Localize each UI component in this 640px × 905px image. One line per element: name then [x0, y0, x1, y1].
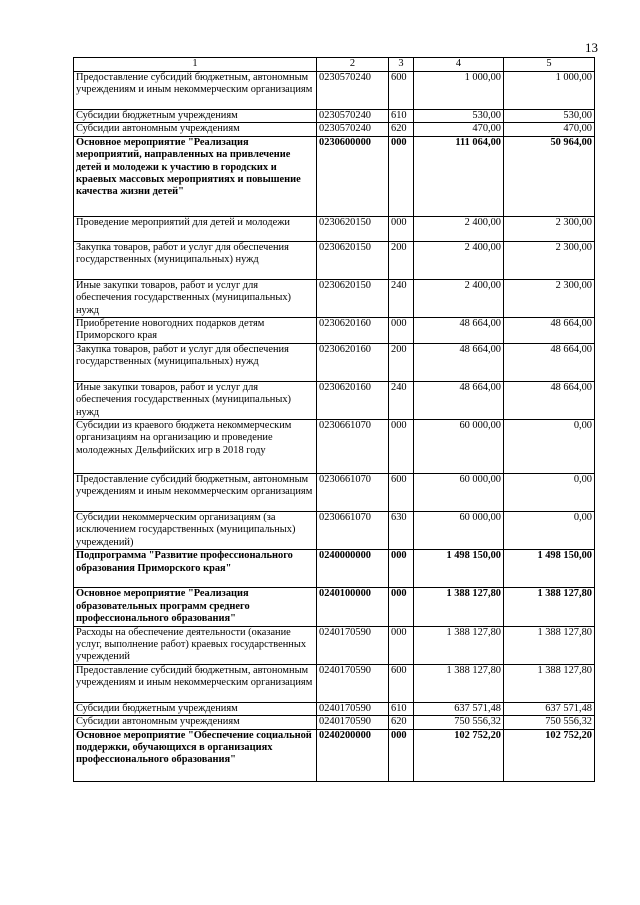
row-value-2: 48 664,00: [504, 318, 595, 344]
row-name: Основное мероприятие "Реализация образовательных программ среднего профессионального образования": [74, 588, 317, 626]
table-row: [74, 72, 595, 110]
budget-table: [73, 57, 595, 782]
row-name: Субсидии бюджетным учреждениям: [74, 110, 317, 123]
row-code: 0230620150: [317, 216, 389, 241]
row-name: Иные закупки товаров, работ и услуг для обеспечения государственных (муниципальных) нужд: [74, 279, 317, 317]
row-type: 000: [389, 216, 414, 241]
row-code: 0240170590: [317, 626, 389, 664]
row-type: 610: [389, 702, 414, 715]
row-value-1: 1 388 127,80: [414, 664, 504, 702]
row-name: Предоставление субсидий бюджетным, автономным учреждениям и иным некоммерческим организациям: [74, 474, 317, 512]
row-name: Субсидии автономным учреждениям: [74, 123, 317, 136]
row-type: 620: [389, 123, 414, 136]
table-row: [74, 123, 595, 136]
header-col-5: 5: [504, 58, 595, 72]
row-value-1: 2 400,00: [414, 241, 504, 279]
table-body: [74, 72, 595, 782]
row-type: 600: [389, 72, 414, 110]
row-value-1: 637 571,48: [414, 702, 504, 715]
row-code: 0230661070: [317, 474, 389, 512]
row-value-2: 48 664,00: [504, 343, 595, 381]
row-value-1: 48 664,00: [414, 318, 504, 344]
row-type: 240: [389, 381, 414, 419]
row-value-2: 102 752,20: [504, 729, 595, 781]
row-value-1: 1 498 150,00: [414, 550, 504, 588]
row-name: Субсидии автономным учреждениям: [74, 716, 317, 729]
row-code: 0230570240: [317, 110, 389, 123]
row-type: 000: [389, 318, 414, 344]
row-value-2: 2 300,00: [504, 279, 595, 317]
row-value-1: 60 000,00: [414, 512, 504, 550]
table-row: [74, 664, 595, 702]
row-value-1: 48 664,00: [414, 343, 504, 381]
row-code: 0230620160: [317, 343, 389, 381]
header-row: [74, 58, 595, 72]
row-code: 0230570240: [317, 72, 389, 110]
table-row: [74, 279, 595, 317]
row-type: 200: [389, 343, 414, 381]
row-value-2: 530,00: [504, 110, 595, 123]
table-row: [74, 550, 595, 588]
row-type: 000: [389, 420, 414, 474]
row-code: 0230620150: [317, 279, 389, 317]
row-type: 600: [389, 664, 414, 702]
table-row: [74, 729, 595, 781]
header-col-3: 3: [389, 58, 414, 72]
row-value-1: 1 388 127,80: [414, 588, 504, 626]
row-code: 0240200000: [317, 729, 389, 781]
row-name: Основное мероприятие "Обеспечение социальной поддержки, обучающихся в организациях профессионального образования": [74, 729, 317, 781]
table-row: [74, 241, 595, 279]
row-value-2: 0,00: [504, 474, 595, 512]
table-row: [74, 626, 595, 664]
row-value-1: 2 400,00: [414, 216, 504, 241]
row-code: 0230600000: [317, 136, 389, 216]
table-row: [74, 716, 595, 729]
row-type: 600: [389, 474, 414, 512]
table-row: [74, 216, 595, 241]
row-value-1: 530,00: [414, 110, 504, 123]
header-col-1: 1: [74, 58, 317, 72]
table-row: [74, 702, 595, 715]
row-name: Подпрограмма "Развитие профессионального образования Приморского края": [74, 550, 317, 588]
row-code: 0240170590: [317, 664, 389, 702]
row-code: 0240000000: [317, 550, 389, 588]
row-name: Субсидии бюджетным учреждениям: [74, 702, 317, 715]
row-value-2: 750 556,32: [504, 716, 595, 729]
row-name: Закупка товаров, работ и услуг для обеспечения государственных (муниципальных) нужд: [74, 343, 317, 381]
row-code: 0230620160: [317, 318, 389, 344]
row-code: 0230661070: [317, 512, 389, 550]
row-name: Закупка товаров, работ и услуг для обеспечения государственных (муниципальных) нужд: [74, 241, 317, 279]
row-value-1: 1 000,00: [414, 72, 504, 110]
row-code: 0240170590: [317, 702, 389, 715]
row-type: 000: [389, 729, 414, 781]
row-value-2: 470,00: [504, 123, 595, 136]
row-name: Субсидии некоммерческим организациям (за исключением государственных (муниципальных) учреждений): [74, 512, 317, 550]
row-name: Проведение мероприятий для детей и молодежи: [74, 216, 317, 241]
row-name: Предоставление субсидий бюджетным, автономным учреждениям и иным некоммерческим организациям: [74, 72, 317, 110]
row-value-1: 2 400,00: [414, 279, 504, 317]
row-code: 0230570240: [317, 123, 389, 136]
row-value-1: 102 752,20: [414, 729, 504, 781]
row-name: Приобретение новогодних подарков детям Приморского края: [74, 318, 317, 344]
row-name: Основное мероприятие "Реализация мероприятий, направленных на привлечение детей и молодежи к участию в городских и краевых массовых мероприятиях и повышение качества жизни детей": [74, 136, 317, 216]
table-row: [74, 318, 595, 344]
row-value-2: 1 388 127,80: [504, 664, 595, 702]
row-type: 240: [389, 279, 414, 317]
row-type: 620: [389, 716, 414, 729]
table-row: [74, 136, 595, 216]
row-name: Предоставление субсидий бюджетным, автономным учреждениям и иным некоммерческим организациям: [74, 664, 317, 702]
row-code: 0230620150: [317, 241, 389, 279]
row-type: 000: [389, 550, 414, 588]
row-code: 0230661070: [317, 420, 389, 474]
row-type: 200: [389, 241, 414, 279]
row-code: 0240170590: [317, 716, 389, 729]
row-value-2: 1 388 127,80: [504, 626, 595, 664]
table-row: [74, 110, 595, 123]
row-value-1: 111 064,00: [414, 136, 504, 216]
row-type: 000: [389, 136, 414, 216]
header-col-2: 2: [317, 58, 389, 72]
row-name: Иные закупки товаров, работ и услуг для обеспечения государственных (муниципальных) нужд: [74, 381, 317, 419]
row-value-2: 2 300,00: [504, 216, 595, 241]
table-row: [74, 381, 595, 419]
row-value-2: 637 571,48: [504, 702, 595, 715]
row-value-2: 1 388 127,80: [504, 588, 595, 626]
row-value-2: 0,00: [504, 420, 595, 474]
row-value-1: 1 388 127,80: [414, 626, 504, 664]
row-name: Субсидии из краевого бюджета некоммерческим организациям на организацию и проведение молодежных Дельфийских игр в 2018 году: [74, 420, 317, 474]
row-name: Расходы на обеспечение деятельности (оказание услуг, выполнение работ) краевых государственных учреждений: [74, 626, 317, 664]
table-row: [74, 420, 595, 474]
row-value-2: 0,00: [504, 512, 595, 550]
page-number: 13: [585, 40, 598, 55]
row-value-1: 60 000,00: [414, 420, 504, 474]
row-value-2: 1 498 150,00: [504, 550, 595, 588]
row-value-2: 2 300,00: [504, 241, 595, 279]
row-value-2: 48 664,00: [504, 381, 595, 419]
row-type: 000: [389, 626, 414, 664]
row-type: 000: [389, 588, 414, 626]
table-row: [74, 588, 595, 626]
row-value-1: 48 664,00: [414, 381, 504, 419]
table-row: [74, 474, 595, 512]
row-type: 610: [389, 110, 414, 123]
row-value-2: 1 000,00: [504, 72, 595, 110]
header-col-4: 4: [414, 58, 504, 72]
row-code: 0230620160: [317, 381, 389, 419]
row-value-2: 50 964,00: [504, 136, 595, 216]
row-value-1: 470,00: [414, 123, 504, 136]
table-row: [74, 512, 595, 550]
row-type: 630: [389, 512, 414, 550]
row-value-1: 60 000,00: [414, 474, 504, 512]
row-value-1: 750 556,32: [414, 716, 504, 729]
table-row: [74, 343, 595, 381]
row-code: 0240100000: [317, 588, 389, 626]
